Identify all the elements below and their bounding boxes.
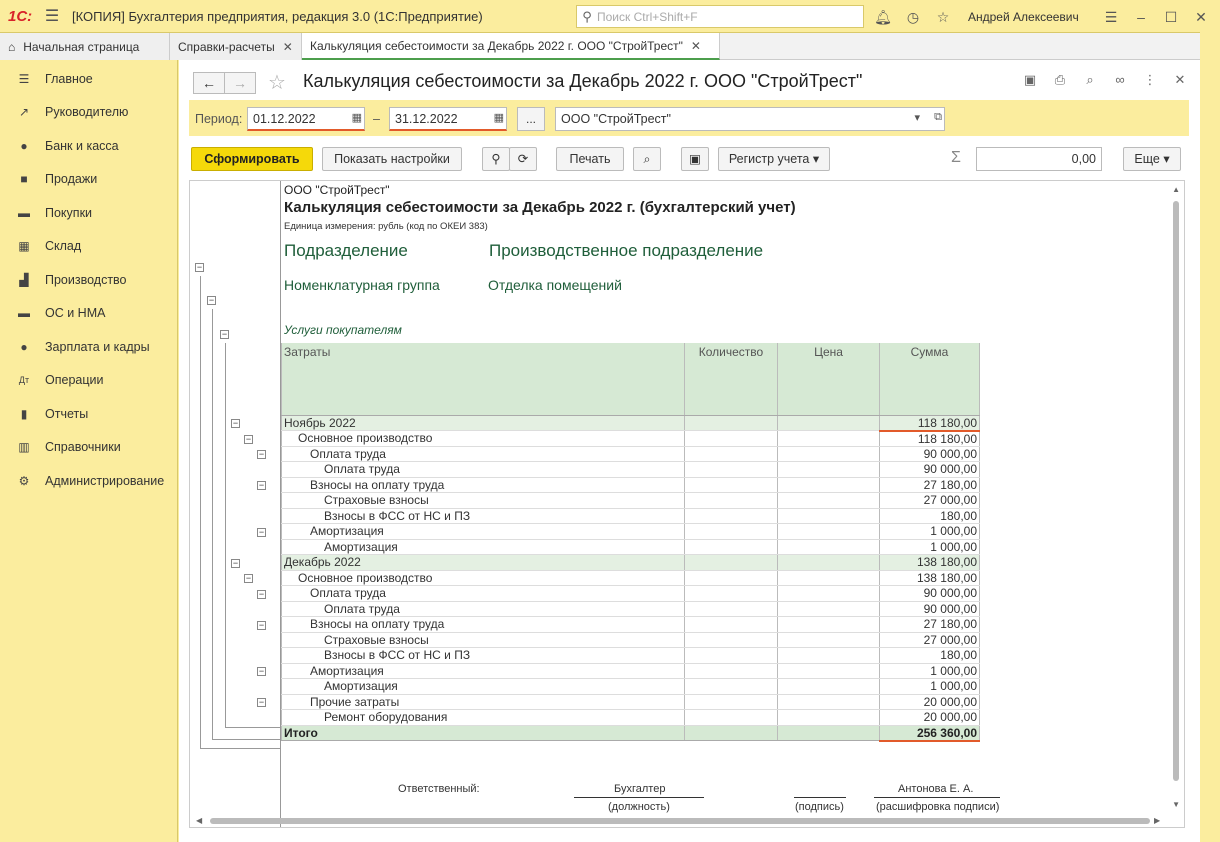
sum-cell: 20 000,00 — [880, 710, 980, 726]
book-icon: ▥ — [18, 440, 30, 455]
organization-value: ООО "СтройТрест" — [561, 112, 671, 126]
tab-report[interactable] — [302, 33, 720, 60]
back-button[interactable]: ← — [193, 72, 225, 94]
qty-cell — [685, 462, 778, 478]
qty-cell — [685, 508, 778, 524]
qty-cell — [685, 493, 778, 509]
user-name[interactable]: Андрей Алексеевич — [968, 10, 1079, 24]
price-cell — [778, 710, 880, 726]
signature-caption: (подпись) — [795, 801, 844, 813]
collapse-icon[interactable]: − — [258, 480, 265, 490]
cost-name: Основное производство — [282, 570, 685, 586]
sidebar-item-main[interactable] — [0, 62, 177, 96]
close-form-icon[interactable]: ✕ — [1174, 72, 1186, 87]
register-button[interactable]: Регистр учета ▾ — [718, 147, 830, 171]
sidebar-item-label: Банк и касса — [45, 138, 119, 153]
sidebar-item-assets[interactable] — [0, 297, 177, 331]
sidebar-item-label: Операции — [45, 373, 104, 388]
position-caption: (должность) — [608, 801, 670, 813]
tabs-bar — [0, 33, 1200, 60]
col-header-price: Цена — [778, 343, 880, 415]
sidebar-item-warehouse[interactable] — [0, 230, 177, 264]
sidebar-item-label: Главное — [45, 71, 93, 86]
qty-cell — [685, 539, 778, 555]
cost-name: Декабрь 2022 — [282, 555, 685, 571]
cost-name: Страховые взносы — [282, 493, 685, 509]
qty-cell — [685, 648, 778, 664]
sum-cell: 118 180,00 — [880, 415, 980, 431]
table-row[interactable] — [282, 570, 980, 586]
sum-field[interactable]: 0,00 — [976, 147, 1102, 171]
sidebar — [0, 60, 178, 842]
tab-label: Калькуляция себестоимости за Декабрь 2022 г. ООО "СтройТрест" — [310, 38, 683, 53]
table-row[interactable] — [282, 586, 980, 602]
price-cell — [778, 524, 880, 540]
vertical-scrollbar[interactable]: ▲ ▼ — [1168, 181, 1184, 827]
price-cell — [778, 539, 880, 555]
collapse-icon[interactable]: − — [232, 418, 239, 428]
price-cell — [778, 679, 880, 695]
cost-name: Ноябрь 2022 — [282, 415, 685, 431]
sum-cell: 27 000,00 — [880, 493, 980, 509]
qty-cell — [685, 415, 778, 431]
date-from-value: 01.12.2022 — [253, 112, 316, 126]
cost-name: Страховые взносы — [282, 632, 685, 648]
qty-cell — [685, 679, 778, 695]
price-cell — [778, 694, 880, 710]
sidebar-item-bank[interactable] — [0, 129, 177, 163]
name-value: Антонова Е. А. — [898, 783, 974, 795]
sum-cell: 180,00 — [880, 648, 980, 664]
table-row[interactable] — [282, 446, 980, 462]
cost-name: Прочие затраты — [282, 694, 685, 710]
price-cell — [778, 601, 880, 617]
sum-cell: 90 000,00 — [880, 462, 980, 478]
link-icon[interactable]: ∞ — [1115, 72, 1125, 87]
table-row[interactable] — [282, 431, 980, 447]
position-value: Бухгалтер — [614, 783, 666, 795]
tab-label: Справки-расчеты — [178, 39, 275, 54]
sidebar-item-admin[interactable] — [0, 464, 177, 498]
cost-name: Оплата труда — [282, 446, 685, 462]
sidebar-item-label: Склад — [45, 239, 82, 254]
calendar-icon[interactable]: ▦ — [493, 112, 504, 124]
preview-icon[interactable]: ⌕ — [1086, 72, 1094, 87]
price-cell — [778, 446, 880, 462]
sidebar-item-label: Руководителю — [45, 105, 129, 120]
price-cell — [778, 586, 880, 602]
app-logo[interactable]: 1С: — [8, 7, 33, 25]
generate-button[interactable]: Сформировать — [191, 147, 313, 171]
cost-name: Амортизация — [282, 539, 685, 555]
table-row[interactable] — [282, 632, 980, 648]
group-value: Отделка помещений — [488, 277, 622, 293]
sidebar-item-catalogs[interactable] — [0, 431, 177, 465]
sidebar-item-sales[interactable] — [0, 163, 177, 197]
price-cell — [778, 493, 880, 509]
qty-cell — [685, 524, 778, 540]
search-icon: ⚲ — [582, 8, 592, 24]
table-header — [282, 343, 980, 415]
tab-home[interactable] — [0, 33, 170, 60]
price-cell — [778, 431, 880, 447]
period-label: Период: — [195, 112, 243, 126]
sum-cell: 138 180,00 — [880, 570, 980, 586]
table-row[interactable] — [282, 493, 980, 509]
cost-name: Взносы на оплату труда — [282, 477, 685, 493]
cart-icon: ▬ — [18, 205, 30, 220]
command-bar — [191, 147, 1181, 171]
tab-label: Начальная страница — [23, 39, 140, 54]
table-row[interactable] — [282, 477, 980, 493]
qty-cell — [685, 586, 778, 602]
table-row[interactable] — [282, 648, 980, 664]
page-title: Калькуляция себестоимости за Декабрь 2022 г. ООО "СтройТрест" — [303, 71, 863, 91]
collapse-icon[interactable]: − — [245, 573, 252, 583]
qty-cell — [685, 710, 778, 726]
bag-icon: ■ — [20, 172, 28, 187]
period-select-button[interactable]: ... — [517, 107, 545, 131]
dept-value: Производственное подразделение — [489, 241, 764, 260]
sidebar-item-salary[interactable] — [0, 330, 177, 364]
person-icon: ● — [20, 339, 28, 354]
qty-cell — [685, 601, 778, 617]
qty-cell — [685, 694, 778, 710]
more-button[interactable]: Еще ▾ — [1123, 147, 1181, 171]
calendar-icon[interactable]: ▦ — [351, 112, 362, 124]
app-title: [КОПИЯ] Бухгалтерия предприятия, редакция 3.0 (1С:Предприятие) — [72, 8, 483, 24]
sidebar-item-label: Справочники — [45, 440, 121, 455]
history-icon[interactable]: ◷ — [906, 9, 920, 25]
cost-name: Оплата труда — [282, 462, 685, 478]
table-row[interactable] — [282, 710, 980, 726]
report-title: Калькуляция себестоимости за Декабрь 2022 г. (бухгалтерский учет) — [284, 199, 796, 216]
sum-cell: 1 000,00 — [880, 679, 980, 695]
sum-cell: 1 000,00 — [880, 524, 980, 540]
table-row[interactable] — [282, 524, 980, 540]
col-header-qty: Количество — [685, 343, 778, 415]
sum-cell: 180,00 — [880, 508, 980, 524]
preview-icon[interactable]: ⌕ — [633, 147, 661, 171]
save-icon[interactable]: ▣ — [681, 147, 709, 171]
organization-field[interactable] — [555, 107, 945, 131]
report-form — [179, 60, 1200, 842]
home-icon: ⌂ — [8, 39, 16, 54]
sidebar-item-label: Отчеты — [45, 406, 89, 421]
coin-icon: ● — [20, 138, 28, 153]
open-icon[interactable]: ⧉ — [934, 111, 942, 123]
sidebar-item-label: Продажи — [45, 172, 98, 187]
sum-cell: 20 000,00 — [880, 694, 980, 710]
sidebar-item-label: Зарплата и кадры — [45, 339, 150, 354]
search-input[interactable]: Поиск Ctrl+Shift+F — [597, 9, 698, 24]
cost-name: Оплата труда — [282, 601, 685, 617]
responsible-label: Ответственный: — [398, 783, 480, 795]
sidebar-item-reports[interactable] — [0, 397, 177, 431]
date-to-value: 31.12.2022 — [395, 112, 458, 126]
date-from-field[interactable] — [247, 107, 365, 131]
sum-cell: 138 180,00 — [880, 555, 980, 571]
star-icon[interactable]: ☆ — [936, 9, 950, 25]
qty-cell — [685, 632, 778, 648]
month-row[interactable] — [282, 415, 980, 431]
name-caption: (расшифровка подписи) — [876, 801, 1000, 813]
collapse-icon[interactable]: − — [258, 526, 265, 537]
col-header-sum: Сумма — [880, 343, 980, 415]
table-row[interactable] — [282, 694, 980, 710]
month-row[interactable] — [282, 555, 980, 571]
table-row[interactable] — [282, 462, 980, 478]
table-row[interactable] — [282, 663, 980, 679]
cost-name: Взносы в ФСС от НС и ПЗ — [282, 508, 685, 524]
dropdown-icon[interactable]: ▾ — [914, 112, 920, 124]
sidebar-item-manager[interactable] — [0, 96, 177, 130]
sidebar-item-purchases[interactable] — [0, 196, 177, 230]
table-row[interactable] — [282, 601, 980, 617]
sum-cell: 1 000,00 — [880, 539, 980, 555]
close-icon[interactable]: ✕ — [1195, 9, 1207, 25]
sidebar-item-label: ОС и НМА — [45, 306, 106, 321]
trend-icon: ↗ — [18, 105, 30, 120]
total-row[interactable] — [282, 725, 980, 741]
services-label: Услуги покупателям — [284, 323, 402, 337]
period-bar — [189, 100, 1189, 136]
price-cell — [778, 508, 880, 524]
price-cell — [778, 632, 880, 648]
sum-cell: 90 000,00 — [880, 586, 980, 602]
price-cell — [778, 555, 880, 571]
price-cell — [778, 663, 880, 679]
report-org: ООО "СтройТрест" — [284, 183, 390, 197]
cost-name: Оплата труда — [282, 586, 685, 602]
cost-name: Взносы на оплату труда — [282, 617, 685, 633]
collapse-icon[interactable]: − — [258, 666, 265, 676]
price-cell — [778, 725, 880, 741]
title-bar — [0, 0, 1207, 33]
sum-cell: 256 360,00 — [880, 725, 980, 741]
group-label: Номенклатурная группа — [284, 277, 440, 293]
truck-icon: ▬ — [18, 306, 30, 321]
cost-name: Итого — [282, 725, 685, 741]
report-area[interactable]: − − − ООО "СтройТрест" Калькуляция себестоимости за Декабрь 2022 г. (бухгалтерский учет) Единица измерения: рубль (код по ОКЕИ 383) Подразделение Производственное подразделение Номенклатурная группа Отделка помещений Услуги покупателям − − − − − − − − − − − Затраты Количество Цена Сумма Ноябрь 2022 118 180,00 Основное производство 118 180,00 Оплата труда 90 000,00 Оплата труда 90 000,00 Взносы на оплату труда 27 180,00 Страховые взносы 27 000,00 Взносы в ФСС от НС и ПЗ 180,00 Амортизация 1 000,00 Амортизация 1 000,00 Декабрь 2022 138 180,00 Основное производство 138 180,00 Оплата труда 90 000,00 Оплата труда 90 000,00 Взносы на оплату труда 27 180,00 Страховые взносы 27 000,00 Взносы в ФСС от НС и ПЗ 180,00 Амортизация 1 000,00 Амортизация 1 000,00 Прочие затраты 20 000,00 Ремонт оборудования 20 000,00 Итого 256 360,00 Ответственный: Бухгалтер (должность) (подпись) Антонова Е. А. (расшифровка подписи) ▲ ▼ ◀ ▶ — [189, 180, 1185, 828]
date-to-field[interactable] — [389, 107, 507, 131]
qty-cell — [685, 663, 778, 679]
qty-cell — [685, 617, 778, 633]
qty-cell — [685, 477, 778, 493]
collapse-icon[interactable]: − — [232, 557, 239, 568]
price-cell — [778, 462, 880, 478]
sidebar-item-operations[interactable] — [0, 364, 177, 398]
table-row[interactable] — [282, 539, 980, 555]
cost-name: Амортизация — [282, 679, 685, 695]
price-cell — [778, 415, 880, 431]
table-row[interactable] — [282, 679, 980, 695]
price-cell — [778, 648, 880, 664]
table-row[interactable] — [282, 508, 980, 524]
sum-cell: 90 000,00 — [880, 601, 980, 617]
report-unit: Единица измерения: рубль (код по ОКЕИ 383) — [284, 221, 488, 232]
show-settings-button[interactable]: Показать настройки — [322, 147, 462, 171]
dtkt-icon: Дт — [18, 375, 30, 386]
period-dash: – — [373, 112, 380, 126]
more-icon[interactable]: ⋮ — [1143, 72, 1157, 87]
scroll-thumb[interactable] — [210, 818, 1150, 824]
search-next-icon[interactable]: ⟳ — [509, 147, 537, 171]
cost-name: Основное производство — [282, 431, 685, 447]
qty-cell — [685, 570, 778, 586]
dept-label: Подразделение — [284, 241, 408, 260]
factory-icon: ▟ — [19, 272, 29, 287]
sidebar-item-production[interactable] — [0, 263, 177, 297]
print-icon[interactable]: ⎙ — [1054, 72, 1066, 87]
maximize-icon[interactable]: ☐ — [1164, 9, 1178, 25]
cost-name: Амортизация — [282, 524, 685, 540]
sum-cell: 27 180,00 — [880, 477, 980, 493]
cost-name: Амортизация — [282, 663, 685, 679]
collapse-icon[interactable]: − — [258, 697, 265, 707]
bell-icon[interactable]: 🔔︎ — [874, 9, 892, 25]
collapse-icon[interactable]: − — [245, 433, 252, 444]
print-button[interactable]: Печать — [556, 147, 624, 171]
menu-icon: ☰ — [18, 71, 30, 86]
col-header-costs: Затраты — [282, 343, 685, 415]
qty-cell — [685, 446, 778, 462]
collapse-icon[interactable]: − — [258, 619, 265, 630]
sum-cell: 27 000,00 — [880, 632, 980, 648]
price-cell — [778, 617, 880, 633]
sidebar-item-label: Администрирование — [45, 473, 165, 488]
close-tab-icon[interactable]: ✕ — [282, 39, 293, 54]
favorite-star-icon[interactable]: ☆ — [268, 72, 286, 94]
grid-icon: ▦ — [18, 239, 30, 254]
cost-name: Взносы в ФСС от НС и ПЗ — [282, 648, 685, 664]
save-icon[interactable]: ▣ — [1023, 72, 1037, 87]
settings-list-icon[interactable]: ☰ — [1104, 9, 1118, 25]
search-icon[interactable]: ⚲ — [482, 147, 510, 171]
qty-cell — [685, 431, 778, 447]
sidebar-item-label: Производство — [45, 272, 127, 287]
collapse-icon[interactable]: − — [196, 262, 203, 272]
cost-table — [281, 343, 980, 742]
sum-cell: 90 000,00 — [880, 446, 980, 462]
sum-cell: 118 180,00 — [880, 431, 980, 447]
sum-cell: 27 180,00 — [880, 617, 980, 633]
sum-cell: 1 000,00 — [880, 663, 980, 679]
collapse-icon[interactable]: − — [258, 449, 265, 459]
table-row[interactable] — [282, 617, 980, 633]
gear-icon: ⚙ — [18, 473, 30, 488]
collapse-icon[interactable]: − — [221, 329, 228, 339]
qty-cell — [685, 725, 778, 741]
chart-icon: ▮ — [20, 406, 28, 421]
collapse-icon[interactable]: − — [208, 295, 215, 305]
main-menu-icon[interactable]: ☰ — [44, 8, 60, 25]
tab-references[interactable] — [170, 33, 302, 60]
sigma-icon: Σ — [951, 149, 961, 166]
cost-name: Ремонт оборудования — [282, 710, 685, 726]
price-cell — [778, 570, 880, 586]
forward-button[interactable]: → — [224, 72, 256, 94]
scroll-thumb[interactable] — [1173, 201, 1179, 781]
global-search[interactable] — [576, 5, 864, 28]
sidebar-item-label: Покупки — [45, 205, 93, 220]
qty-cell — [685, 555, 778, 571]
price-cell — [778, 477, 880, 493]
collapse-icon[interactable]: − — [258, 588, 265, 599]
close-tab-icon[interactable]: ✕ — [690, 38, 701, 53]
minimize-icon[interactable]: – — [1137, 9, 1145, 25]
